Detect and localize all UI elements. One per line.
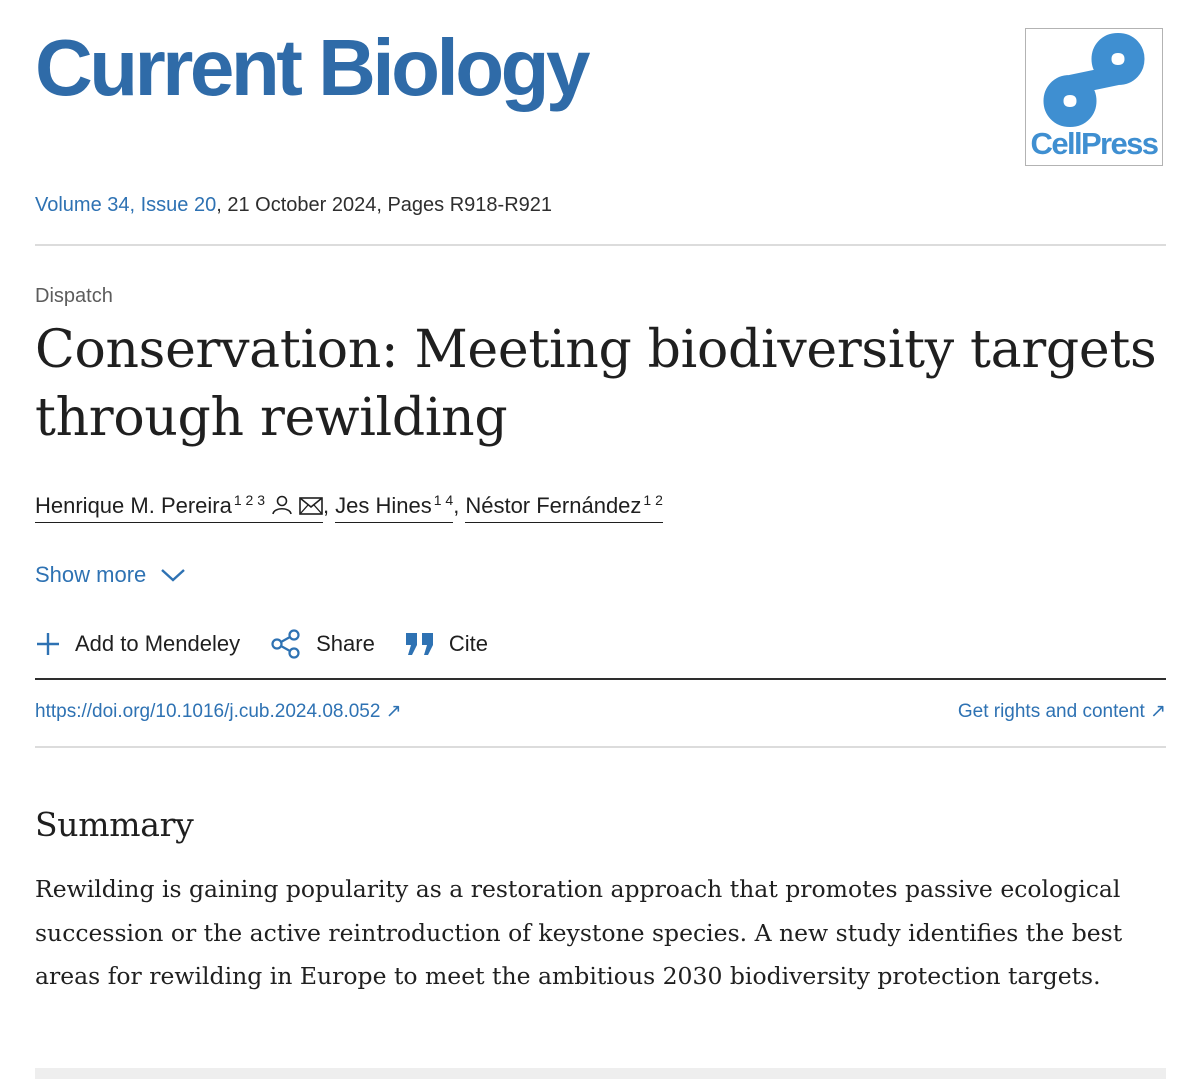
article-type: Dispatch xyxy=(35,285,113,307)
mail-icon xyxy=(299,497,323,515)
links-row xyxy=(35,700,1166,723)
article-actions xyxy=(35,628,518,660)
share-button[interactable] xyxy=(270,628,375,660)
cellpress-logo-text: CellPress xyxy=(1030,126,1158,161)
author-separator: , xyxy=(323,493,330,518)
summary-heading: Summary xyxy=(35,805,194,844)
volume-issue-line xyxy=(35,194,552,217)
article-page xyxy=(35,0,1166,1079)
links-divider xyxy=(35,746,1166,748)
chevron-down-icon xyxy=(160,567,186,583)
author-name: Jes Hines xyxy=(335,493,432,518)
person-icon xyxy=(271,495,293,515)
mendeley-label: Add to Mendeley xyxy=(75,631,241,656)
next-section-band xyxy=(35,1068,1166,1079)
author-separator: , xyxy=(453,493,460,518)
summary-text: Rewilding is gaining popularity as a restoration approach that promotes passive ecological succession or the active reintroduction of keystone species. A new study identifies the best areas for rewilding in Europe to meet the ambitious 2030 biodiversity protection targets. xyxy=(35,875,1123,990)
cellpress-loop-icon xyxy=(1026,29,1164,129)
author-name: Henrique M. Pereira xyxy=(35,493,232,518)
author-link[interactable] xyxy=(35,493,323,523)
issue-details: , 21 October 2024, Pages R918-R921 xyxy=(216,194,553,216)
cite-button[interactable] xyxy=(405,631,488,657)
plus-icon xyxy=(35,631,61,657)
author-affiliations: 1 2 xyxy=(643,492,663,508)
journal-title[interactable]: Current Biology xyxy=(35,23,587,112)
share-label: Share xyxy=(316,631,375,656)
add-to-mendeley-button[interactable] xyxy=(35,631,240,657)
cite-label: Cite xyxy=(448,631,488,656)
header-divider xyxy=(35,244,1166,246)
cellpress-logo[interactable] xyxy=(1025,28,1163,166)
actions-divider xyxy=(35,678,1166,680)
quote-icon xyxy=(405,631,435,657)
show-more-label: Show more xyxy=(35,562,147,587)
article-title: Conservation: Meeting biodiversity targets through rewilding xyxy=(35,320,1157,448)
author-link[interactable] xyxy=(465,493,663,523)
author-list xyxy=(35,493,663,523)
show-more-button[interactable] xyxy=(35,562,186,588)
author-affiliations: 1 2 3 xyxy=(233,492,266,508)
share-icon xyxy=(270,628,302,660)
author-link[interactable] xyxy=(335,493,453,523)
author-name: Néstor Fernández xyxy=(465,493,642,518)
rights-link[interactable]: Get rights and content ↗ xyxy=(957,701,1166,722)
author-affiliations: 1 4 xyxy=(433,492,454,508)
doi-link[interactable]: https://doi.org/10.1016/j.cub.2024.08.052 ↗ xyxy=(35,701,402,722)
volume-issue-link[interactable]: Volume 34, Issue 20 xyxy=(35,194,217,216)
